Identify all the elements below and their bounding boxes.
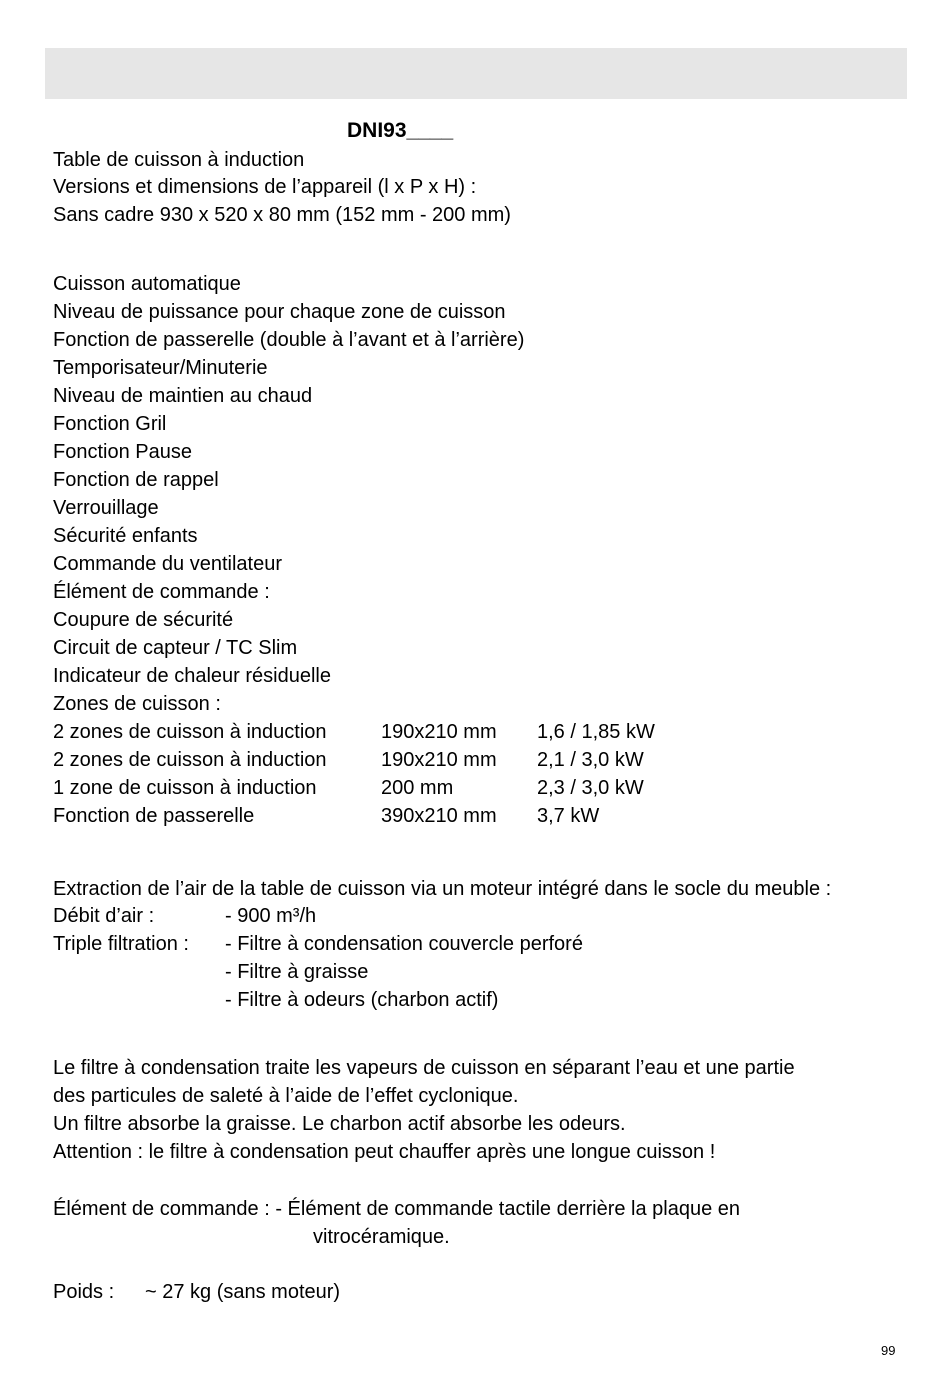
feature-item: Niveau de maintien au chaud (53, 385, 313, 407)
feature-item: Niveau de puissance pour chaque zone de cuisson (53, 301, 506, 323)
feature-item: Fonction Gril (53, 413, 167, 435)
feature-item: Indicateur de chaleur résiduelle (53, 665, 331, 687)
description-line: Le filtre à condensation traite les vapeurs de cuisson en séparant l’eau et une partie (53, 1057, 795, 1079)
feature-item: Cuisson automatique (53, 273, 241, 295)
airflow-label: Débit d’air : (53, 905, 155, 927)
feature-item: Sécurité enfants (53, 525, 198, 547)
zone-power: 2,1 / 3,0 kW (537, 749, 644, 771)
feature-item: Zones de cuisson : (53, 693, 221, 715)
zone-name: 1 zone de cuisson à induction (53, 777, 317, 799)
intro-line: Versions et dimensions de l’appareil (l x P x H) : (53, 176, 477, 198)
filter-item: - Filtre à odeurs (charbon actif) (225, 989, 499, 1011)
feature-item: Élément de commande : (53, 581, 270, 603)
zone-name: 2 zones de cuisson à induction (53, 749, 327, 771)
control-line-continued: vitrocéramique. (313, 1226, 450, 1248)
description-line: des particules de saleté à l’aide de l’effet cyclonique. (53, 1085, 519, 1107)
weight-label: Poids : (53, 1281, 115, 1303)
intro-line: Table de cuisson à induction (53, 149, 305, 171)
zone-name: Fonction de passerelle (53, 805, 255, 827)
feature-item: Fonction de passerelle (double à l’avant et à l’arrière) (53, 329, 525, 351)
page-number: 99 (881, 1343, 896, 1358)
feature-item: Coupure de sécurité (53, 609, 234, 631)
zone-power: 2,3 / 3,0 kW (537, 777, 644, 799)
feature-item: Temporisateur/Minuterie (53, 357, 268, 379)
filtration-label: Triple filtration : (53, 933, 189, 955)
feature-item: Fonction Pause (53, 441, 192, 463)
feature-item: Commande du ventilateur (53, 553, 283, 575)
filter-item: - Filtre à condensation couvercle perforé (225, 933, 583, 955)
zone-power: 1,6 / 1,85 kW (537, 721, 655, 743)
feature-item: Fonction de rappel (53, 469, 219, 491)
weight-value: ~ 27 kg (sans moteur) (145, 1281, 341, 1303)
header-bar (45, 48, 907, 99)
description-line: Un filtre absorbe la graisse. Le charbon actif absorbe les odeurs. (53, 1113, 626, 1135)
zone-size: 390x210 mm (381, 805, 497, 827)
intro-line: Sans cadre 930 x 520 x 80 mm (152 mm - 200 mm) (53, 204, 511, 226)
feature-item: Verrouillage (53, 497, 159, 519)
feature-item: Circuit de capteur / TC Slim (53, 637, 298, 659)
control-line: Élément de commande : - Élément de commande tactile derrière la plaque en (53, 1198, 741, 1220)
filter-item: - Filtre à graisse (225, 961, 369, 983)
extraction-heading: Extraction de l’air de la table de cuisson via un moteur intégré dans le socle du meuble : (53, 878, 832, 900)
zone-size: 190x210 mm (381, 721, 497, 743)
airflow-value: - 900 m³/h (225, 905, 317, 927)
zone-name: 2 zones de cuisson à induction (53, 721, 327, 743)
zone-power: 3,7 kW (537, 805, 600, 827)
description-line: Attention : le filtre à condensation peut chauffer après une longue cuisson ! (53, 1141, 716, 1163)
zone-size: 200 mm (381, 777, 454, 799)
zone-size: 190x210 mm (381, 749, 497, 771)
model-title: DNI93____ (347, 119, 454, 142)
